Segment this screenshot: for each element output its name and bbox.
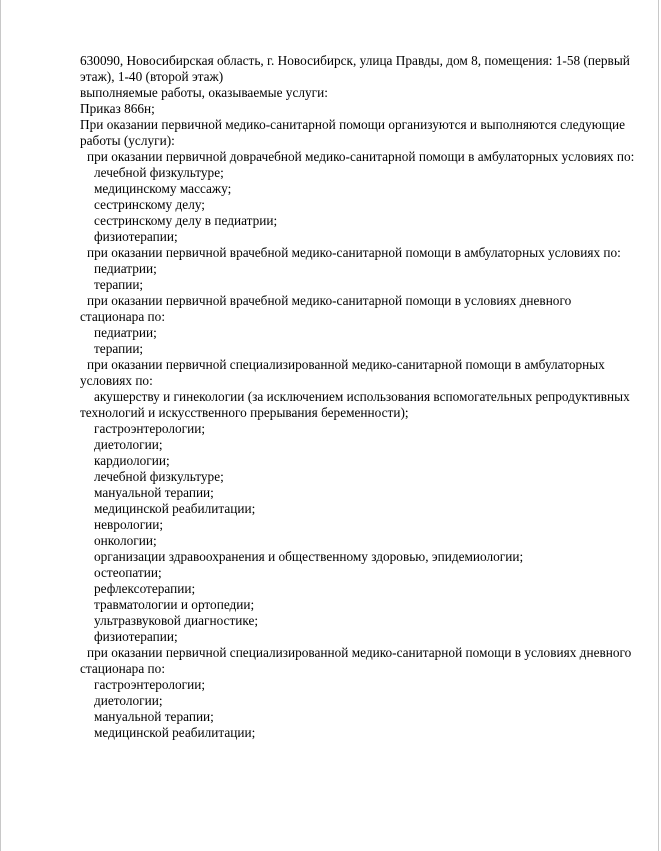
list-item: диетологии;: [94, 437, 163, 452]
list-item: физиотерапии;: [94, 229, 178, 244]
list-item: кардиологии;: [94, 453, 170, 468]
list-item: акушерству и гинекологии (за исключением использования вспомогательных репродуктивных технологий и искусственного прерывания беременности);: [80, 389, 630, 420]
works-label: выполняемые работы, оказываемые услуги:: [80, 85, 328, 100]
list-item: ультразвуковой диагностике;: [94, 613, 259, 628]
section-title: при оказании первичной специализированной медико-санитарной помощи в амбулаторных условиях по:: [80, 357, 605, 388]
list-item: терапии;: [94, 277, 144, 292]
list-item: гастроэнтерологии;: [94, 677, 206, 692]
list-item: лечебной физкультуре;: [94, 469, 224, 484]
list-item: сестринскому делу в педиатрии;: [94, 213, 278, 228]
list-item: медицинской реабилитации;: [94, 501, 256, 516]
section-title: при оказании первичной доврачебной медико-санитарной помощи в амбулаторных условиях по:: [87, 149, 635, 164]
list-item: диетологии;: [94, 693, 163, 708]
list-item: медицинскому массажу;: [94, 181, 232, 196]
list-item: травматологии и ортопедии;: [94, 597, 255, 612]
section-title: при оказании первичной врачебной медико-санитарной помощи в условиях дневного стационара по:: [80, 293, 572, 324]
section-title: при оказании первичной специализированной медико-санитарной помощи в условиях дневного стационара по:: [80, 645, 632, 676]
list-item: лечебной физкультуре;: [94, 165, 224, 180]
section-title: при оказании первичной врачебной медико-санитарной помощи в амбулаторных условиях по:: [87, 245, 621, 260]
list-item: медицинской реабилитации;: [94, 725, 256, 740]
list-item: онкологии;: [94, 533, 157, 548]
list-item: остеопатии;: [94, 565, 162, 580]
intro-paragraph: При оказании первичной медико-санитарной помощи организуются и выполняются следующие работы (услуги):: [80, 117, 625, 148]
list-item: терапии;: [94, 341, 144, 356]
list-item: мануальной терапии;: [94, 709, 214, 724]
list-item: физиотерапии;: [94, 629, 178, 644]
document-body: [80, 53, 636, 741]
list-item: мануальной терапии;: [94, 485, 214, 500]
list-item: гастроэнтерологии;: [94, 421, 206, 436]
address-line: 630090, Новосибирская область, г. Новосибирск, улица Правды, дом 8, помещения: 1-58 (первый этаж), 1-40 (второй этаж): [80, 53, 630, 84]
list-item: педиатрии;: [94, 325, 157, 340]
list-item: организации здравоохранения и общественному здоровью, эпидемиологии;: [94, 549, 524, 564]
order-line: Приказ 866н;: [80, 101, 155, 116]
list-item: неврологии;: [94, 517, 164, 532]
list-item: рефлексотерапии;: [94, 581, 196, 596]
list-item: педиатрии;: [94, 261, 157, 276]
list-item: сестринскому делу;: [94, 197, 205, 212]
